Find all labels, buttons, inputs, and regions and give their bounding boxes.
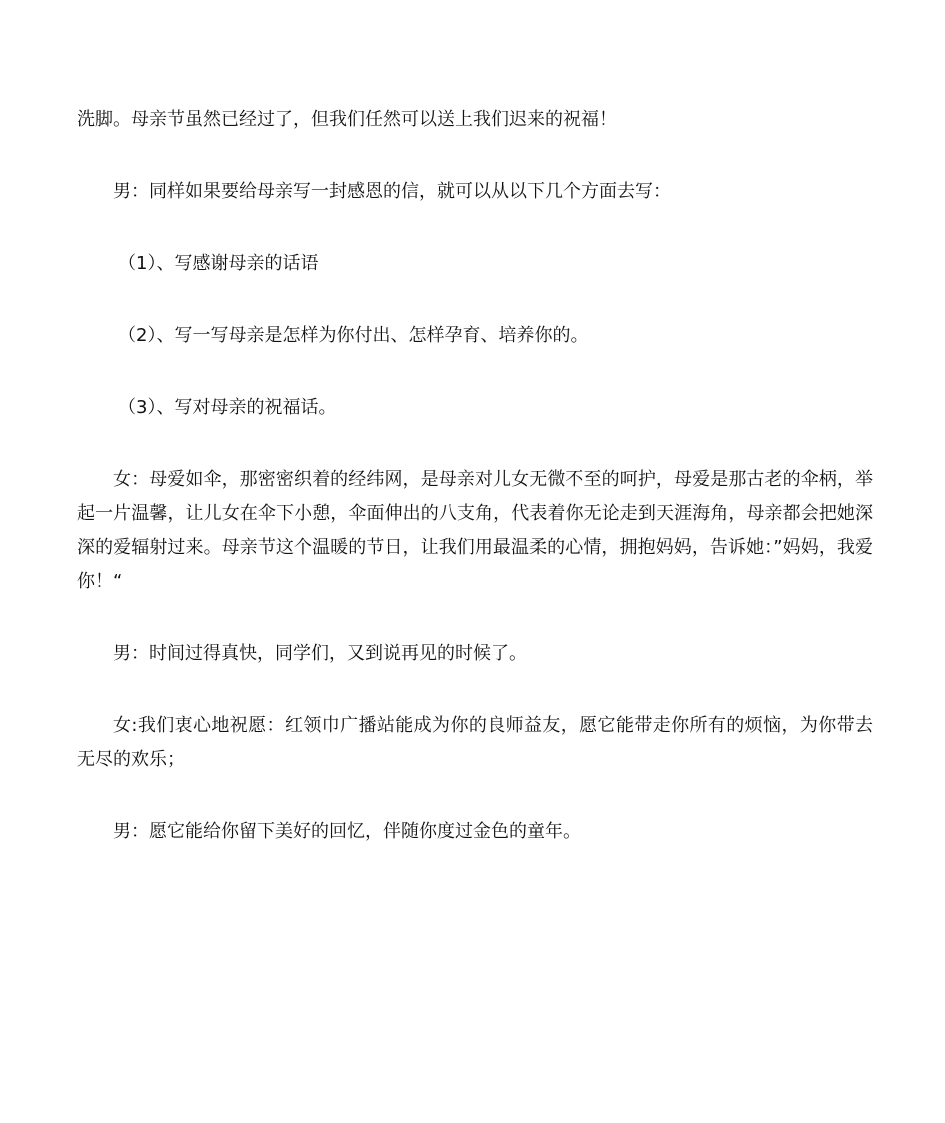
paragraph-female-umbrella: 女：母爱如伞，那密密织着的经纬网，是母亲对儿女无微不至的呵护，母爱是那古老的伞柄，举起一片温馨，让儿女在伞下小憩，伞面伸出的八支角，代表着你无论走到天涯海角，母亲都会把她深深的爱辐射过来。母亲节这个温暖的节日，让我们用最温柔的心情，拥抱妈妈，告诉她：”妈妈，我爱你！“	[77, 469, 873, 592]
list-item-thanks: （1）、写感谢母亲的话语	[118, 253, 319, 274]
paragraph-blessing-late: 洗脚。母亲节虽然已经过了，但我们任然可以送上我们迟来的祝福！	[77, 109, 617, 130]
list-item-sacrifice: （2）、写一写母亲是怎样为你付出、怎样孕育、培养你的。	[118, 325, 589, 346]
paragraph-male-time: 男：时间过得真快，同学们，又到说再见的时候了。	[113, 643, 527, 664]
paragraph-male-letter-intro: 男：同样如果要给母亲写一封感恩的信，就可以从以下几个方面去写：	[113, 181, 671, 202]
document-body	[77, 103, 873, 849]
paragraph-male-memory: 男：愿它能给你留下美好的回忆，伴随你度过金色的童年。	[113, 821, 581, 842]
paragraph-female-wish: 女:我们衷心地祝愿：红领巾广播站能成为你的良师益友，愿它能带走你所有的烦恼，为你带去无尽的欢乐；	[77, 715, 873, 770]
list-item-wishes: （3）、写对母亲的祝福话。	[118, 397, 337, 418]
